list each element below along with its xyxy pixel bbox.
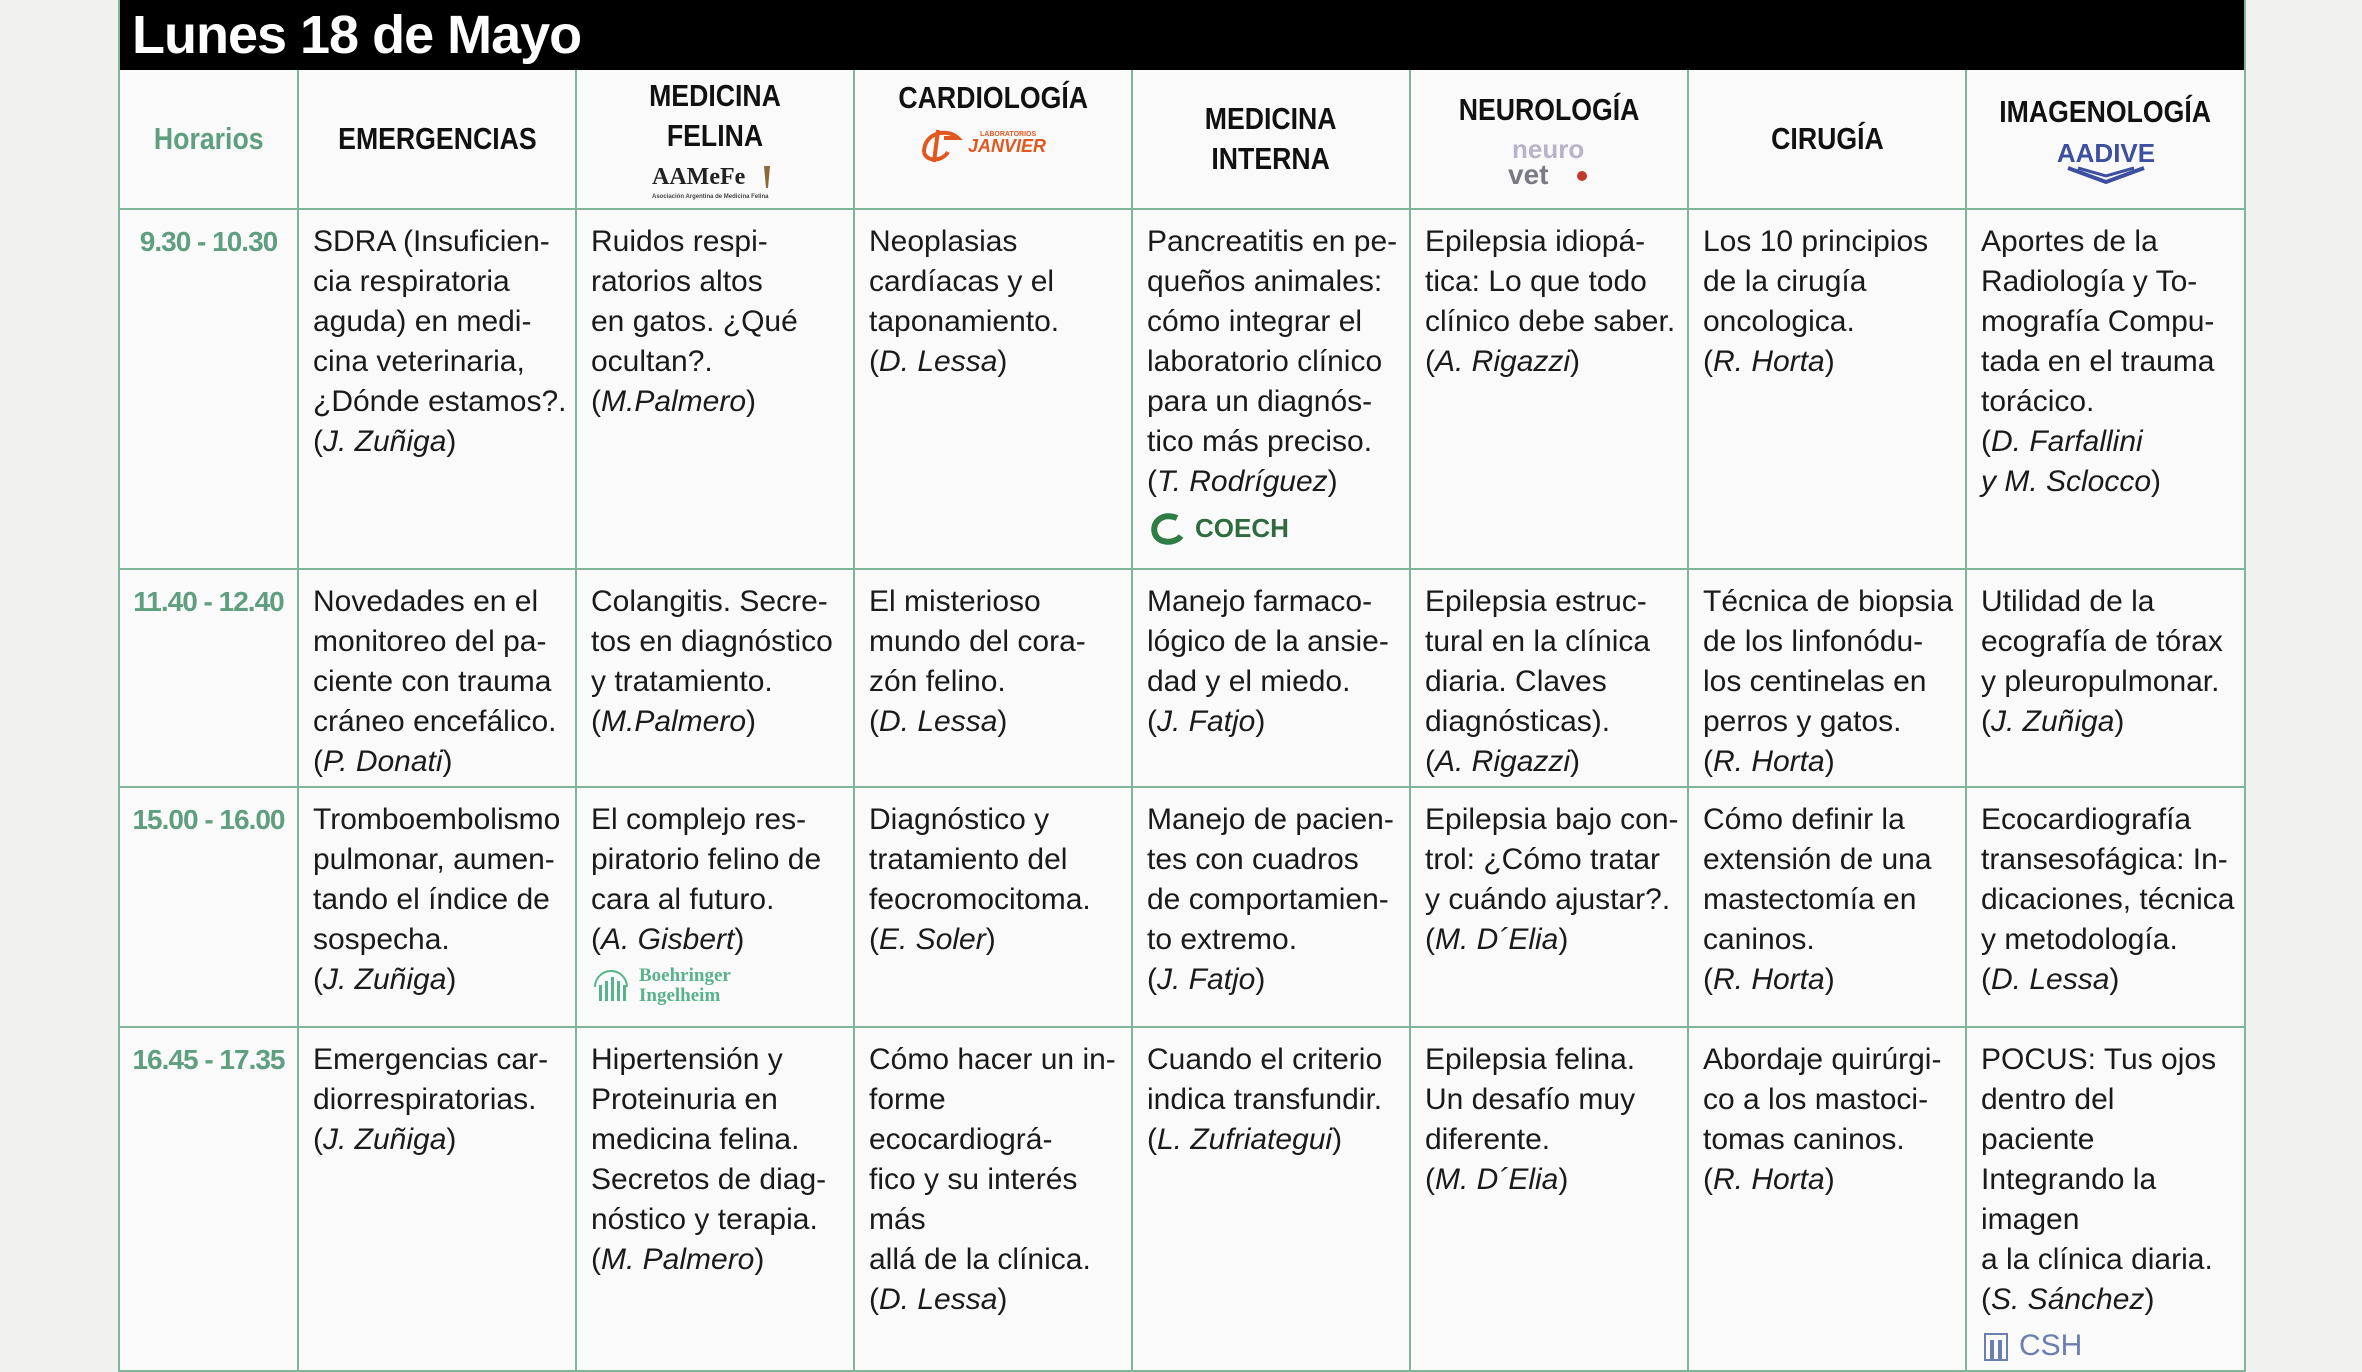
header-neurologia: NEUROLOGÍA neuro vet bbox=[1410, 70, 1688, 209]
speaker: M. D´Elia bbox=[1435, 1163, 1559, 1196]
speaker: D. Lessa bbox=[1991, 963, 2110, 996]
schedule-table bbox=[120, 70, 2244, 1370]
speaker: D. Lessa bbox=[879, 345, 998, 378]
header-cardiologia: CARDIOLOGÍA LABORATORIOS JANVIER bbox=[854, 70, 1132, 209]
schedule-table-container bbox=[118, 0, 2246, 1372]
speaker: J. Zuñiga bbox=[1991, 705, 2115, 738]
session-cell: Manejo farmaco- lógico de la ansie- dad y el miedo. (J. Fatjo) bbox=[1132, 569, 1410, 787]
svg-text:Asociación Argentina de Medici: Asociación Argentina de Medicina Felina bbox=[652, 194, 769, 200]
time-slot: 9.30 - 10.30 bbox=[120, 209, 298, 569]
speaker: M.Palmero bbox=[601, 705, 747, 738]
header-imagenologia: IMAGENOLOGÍA AADIVE bbox=[1966, 70, 2244, 209]
session-cell: El complejo res- piratorio felino de cara al futuro. (A. Gisbert) Boehringer Ingelheim bbox=[576, 787, 854, 1027]
session-cell: Epilepsia felina. Un desafío muy diferente. (M. D´Elia) bbox=[1410, 1027, 1688, 1370]
csh-building-icon bbox=[1981, 1328, 2011, 1364]
sponsor-coech: COECH bbox=[1147, 508, 1401, 548]
speaker: S. Sánchez bbox=[1991, 1283, 2145, 1316]
aamefe-logo-icon bbox=[650, 160, 780, 202]
time-slot: 11.40 - 12.40 bbox=[120, 569, 298, 787]
session-cell: Diagnóstico y tratamiento del feocromocitoma. (E. Soler) bbox=[854, 787, 1132, 1027]
session-cell: El misterioso mundo del cora- zón felino. (D. Lessa) bbox=[854, 569, 1132, 787]
session-cell: Ecocardiografía transesofágica: In- dicaciones, técnica y metodología. (D. Lessa) bbox=[1966, 787, 2244, 1027]
session-cell: SDRA (Insuficien- cia respiratoria aguda) en medi- cina veterinaria, ¿Dónde estamos?. (J. Zuñiga) bbox=[298, 209, 576, 569]
speaker: E. Soler bbox=[879, 923, 986, 956]
session-cell: Novedades en el monitoreo del pa- ciente con trauma cráneo encefálico. (P. Donati) bbox=[298, 569, 576, 787]
header-medicina-felina: MEDICINA FELINA AAMeFe Asociación Argentina de Medicina Felina bbox=[576, 70, 854, 209]
header-medicina-interna: MEDICINA INTERNA bbox=[1132, 70, 1410, 209]
speaker: R. Horta bbox=[1713, 963, 1825, 996]
session-cell: Emergencias car- diorrespiratorias. (J. Zuñiga) bbox=[298, 1027, 576, 1370]
speaker: P. Donati bbox=[323, 745, 443, 778]
speaker: A. Gisbert bbox=[601, 923, 735, 956]
speaker: J. Fatjo bbox=[1157, 963, 1256, 996]
speaker: R. Horta bbox=[1713, 745, 1825, 778]
header-row bbox=[120, 70, 2244, 209]
session-cell: Cuando el criterio indica transfundir. (L. Zufriategui) bbox=[1132, 1027, 1410, 1370]
speaker: D. Lessa bbox=[879, 1283, 998, 1316]
session-cell: Cómo definir la extensión de una mastectomía en caninos. (R. Horta) bbox=[1688, 787, 1966, 1027]
speaker: L. Zufriategui bbox=[1157, 1123, 1333, 1156]
table-row bbox=[120, 209, 2244, 569]
svg-text:neuro: neuro bbox=[1512, 134, 1585, 164]
speaker: R. Horta bbox=[1713, 1163, 1825, 1196]
sponsor-csh: CSH bbox=[1981, 1326, 2236, 1366]
speaker: J. Zuñiga bbox=[323, 425, 447, 458]
svg-text:vet: vet bbox=[1508, 159, 1549, 188]
neurovet-logo-icon bbox=[1494, 134, 1604, 188]
speaker: T. Rodríguez bbox=[1157, 465, 1328, 498]
table-row bbox=[120, 1027, 2244, 1370]
speaker: R. Horta bbox=[1713, 345, 1825, 378]
session-cell: Hipertensión y Proteinuria en medicina felina. Secretos de diag- nóstico y terapia. (M. Palmero) bbox=[576, 1027, 854, 1370]
svg-text:JANVIER: JANVIER bbox=[968, 136, 1047, 156]
coech-logo-icon bbox=[1147, 510, 1187, 546]
speaker: M. Palmero bbox=[601, 1243, 755, 1276]
janvier-logo-icon bbox=[918, 122, 1068, 168]
session-cell: Cómo hacer un in- forme ecocardiográ- fico y su interés más allá de la clínica. (D. Lessa) bbox=[854, 1027, 1132, 1370]
sponsor-boehringer: Boehringer Ingelheim bbox=[591, 966, 845, 1006]
header-cirugia: CIRUGÍA bbox=[1688, 70, 1966, 209]
speaker: M. D´Elia bbox=[1435, 923, 1559, 956]
speaker: J. Zuñiga bbox=[323, 963, 447, 996]
session-cell: Neoplasias cardíacas y el taponamiento. (D. Lessa) bbox=[854, 209, 1132, 569]
session-cell: Epilepsia estruc- tural en la clínica diaria. Claves diagnósticas). (A. Rigazzi) bbox=[1410, 569, 1688, 787]
speaker: M.Palmero bbox=[601, 385, 747, 418]
session-cell: Manejo de pacien- tes con cuadros de comportamien- to extremo. (J. Fatjo) bbox=[1132, 787, 1410, 1027]
speaker: A. Rigazzi bbox=[1435, 745, 1571, 778]
table-row bbox=[120, 787, 2244, 1027]
speaker: A. Rigazzi bbox=[1435, 345, 1571, 378]
page-title: Lunes 18 de Mayo bbox=[120, 0, 2244, 70]
svg-text:AADIVE: AADIVE bbox=[2056, 138, 2155, 168]
speaker: J. Zuñiga bbox=[323, 1123, 447, 1156]
header-horarios: Horarios bbox=[120, 70, 298, 209]
session-cell: Epilepsia idiopá- tica: Lo que todo clínico debe saber. (A. Rigazzi) bbox=[1410, 209, 1688, 569]
session-cell: Pancreatitis en pe- queños animales: cómo integrar el laboratorio clínico para un diagnós- tico más preciso. (T. Rodríguez) COECH bbox=[1132, 209, 1410, 569]
session-cell: Aportes de la Radiología y To- mografía Compu- tada en el trauma torácico. (D. Farfallini y M. Sclocco) bbox=[1966, 209, 2244, 569]
header-emergencias: EMERGENCIAS bbox=[298, 70, 576, 209]
table-row bbox=[120, 569, 2244, 787]
aadive-logo-icon bbox=[2046, 136, 2166, 186]
session-cell: Abordaje quirúrgi- co a los mastoci- tomas caninos. (R. Horta) bbox=[1688, 1027, 1966, 1370]
session-cell: Tromboembolismo pulmonar, aumen- tando el índice de sospecha. (J. Zuñiga) bbox=[298, 787, 576, 1027]
speaker: D. Lessa bbox=[879, 705, 998, 738]
svg-text:AAMeFe: AAMeFe bbox=[652, 164, 746, 190]
boehringer-logo-icon bbox=[591, 967, 631, 1005]
time-slot: 16.45 - 17.35 bbox=[120, 1027, 298, 1370]
session-cell: Técnica de biopsia de los linfonódu- los centinelas en perros y gatos. (R. Horta) bbox=[1688, 569, 1966, 787]
session-cell: Utilidad de la ecografía de tórax y pleuropulmonar. (J. Zuñiga) bbox=[1966, 569, 2244, 787]
time-slot: 15.00 - 16.00 bbox=[120, 787, 298, 1027]
session-cell: Ruidos respi- ratorios altos en gatos. ¿Qué ocultan?. (M.Palmero) bbox=[576, 209, 854, 569]
session-cell: Epilepsia bajo con- trol: ¿Cómo tratar y cuándo ajustar?. (M. D´Elia) bbox=[1410, 787, 1688, 1027]
svg-text:LABORATORIOS: LABORATORIOS bbox=[980, 131, 1037, 138]
speaker: J. Fatjo bbox=[1157, 705, 1256, 738]
session-cell: Colangitis. Secre- tos en diagnóstico y tratamiento. (M.Palmero) bbox=[576, 569, 854, 787]
speaker: D. Farfallini y M. Sclocco bbox=[1981, 425, 2152, 498]
session-cell: POCUS: Tus ojos dentro del paciente Integrando la imagen a la clínica diaria. (S. Sánchez) CSH bbox=[1966, 1027, 2244, 1370]
session-cell: Los 10 principios de la cirugía oncologica. (R. Horta) bbox=[1688, 209, 1966, 569]
